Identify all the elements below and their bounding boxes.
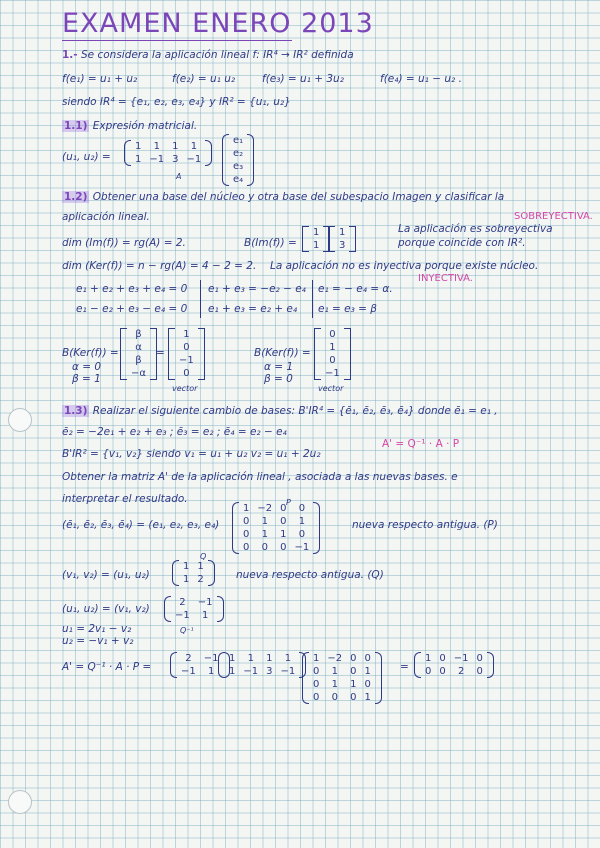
matrix-cell: 1 — [261, 516, 268, 527]
final-result — [414, 652, 494, 678]
matrix-cell: 1 — [197, 561, 204, 572]
matrix-cell: −1 — [243, 666, 259, 677]
matrix-cell: 0 — [331, 692, 338, 703]
s12-text2: aplicación lineal. — [62, 211, 150, 223]
u1-expression: u₁ = 2v₁ − v₂ — [62, 623, 132, 635]
matrix-cell: 1 — [243, 503, 250, 514]
vector-cell: 0 — [183, 368, 190, 379]
s12-text: Obtener una base del núcleo y otra base del subespacio Imagen y clasificar la — [92, 191, 505, 203]
vector-cell: e₄ — [233, 174, 244, 185]
matrix-cell: 1 — [135, 154, 142, 165]
q-note: nueva respecto antigua. (Q) — [236, 569, 384, 581]
system-divider — [312, 280, 316, 318]
matrix-cell: 0 — [425, 666, 432, 677]
matrix-cell: −1 — [280, 666, 296, 677]
ex1-bases: siendo IR⁴ = {e₁, e₂, e₃, e₄} y IR² = {u₁, u₂} — [62, 96, 291, 108]
s11-heading — [62, 119, 197, 133]
vector-cell: α — [135, 342, 142, 353]
p-note: nueva respecto antigua. (P) — [352, 519, 498, 531]
ker-cond-2: β = 1 — [72, 373, 101, 385]
system-divider — [200, 280, 204, 318]
system-eq-2: e₁ − e₂ + e₃ − e₄ = 0 — [76, 303, 188, 315]
matrix-cell: 0 — [298, 529, 306, 540]
matrix-cell: 0 — [350, 692, 357, 703]
dim-ker: dim (Ker(f)) = n − rg(A) = 4 − 2 = 2. — [62, 260, 257, 272]
q-label: Q — [200, 552, 207, 561]
matrix-cell: 1 — [172, 141, 179, 152]
q-inverse-matrix — [164, 596, 224, 622]
vector-cell: e₃ — [233, 161, 244, 172]
matrix-cell: 1 — [201, 610, 209, 621]
s11-matrix-a — [124, 140, 212, 166]
p-lhs: (ē₁, ē₂, ē₃, ē₄) = (e₁, e₂, e₃, e₄) — [62, 519, 220, 531]
matrix-cell: 0 — [243, 542, 250, 553]
b-im-lhs: B(Im(f)) = — [244, 237, 297, 249]
matrix-cell: 1 — [183, 561, 190, 572]
ex1-number: 1.- — [62, 49, 78, 61]
s11-text: Expresión matricial. — [92, 120, 198, 132]
p-matrix — [232, 502, 320, 554]
u2-expression: u₂ = −v₁ + v₂ — [62, 635, 134, 647]
punch-hole — [8, 408, 32, 432]
vector-cell: −α — [131, 368, 146, 379]
matrix-cell: 0 — [280, 542, 287, 553]
matrix-cell: −1 — [149, 154, 165, 165]
s13-heading — [62, 404, 498, 418]
qi-lhs: (u₁, u₂) = (v₁, v₂) — [62, 603, 150, 615]
ker-matrix-1 — [168, 328, 205, 380]
b-im-col-1 — [302, 226, 330, 252]
s11-vector-e — [222, 134, 254, 186]
ker2-under-label: vector — [318, 384, 344, 393]
qi-under-label: Q⁻¹ — [180, 626, 194, 635]
note-inyectiva: INYECTIVA. — [418, 273, 473, 284]
matrix-cell: 1 — [331, 666, 338, 677]
ker-cond-1: α = 0 — [72, 361, 102, 373]
ker-lhs: B(Ker(f)) = — [62, 347, 119, 359]
matrix-cell: 2 — [197, 574, 204, 585]
matrix-cell: −1 — [294, 542, 310, 553]
dim-im: dim (Im(f)) = rg(A) = 2. — [62, 237, 186, 249]
system-eq-2b: e₁ + e₃ = e₂ + e₄ — [208, 303, 298, 315]
s13-text2: ē₂ = −2e₁ + e₂ + e₃ ; ē₃ = e₂ ; ē₄ = e₂ − e₄ — [62, 426, 287, 438]
vector-cell: 1 — [183, 329, 190, 340]
ker2-cond-1: α = 1 — [264, 361, 294, 373]
s13-text3: B'IR² = {v₁, v₂} siendo v₁ = u₁ + u₂ v₂ = u₁ + 2u₂ — [62, 448, 321, 460]
matrix-cell: −1 — [175, 610, 190, 621]
vector-cell: 0 — [329, 329, 336, 340]
matrix-cell: 0 — [243, 516, 250, 527]
s13-text5: interpretar el resultado. — [62, 493, 188, 505]
matrix-cell: −1 — [453, 653, 469, 664]
final-p — [302, 652, 382, 704]
note-sobreyectiva-title: SOBREYECTIVA. — [514, 211, 593, 222]
ker2-cond-2: β = 0 — [264, 373, 293, 385]
ex1-text: Se considera la aplicación lineal f: IR⁴ → IR² definida — [81, 49, 354, 61]
vector-cell: 1 — [329, 342, 336, 353]
matrix-cell: 1 — [183, 574, 190, 585]
matrix-cell: −1 — [197, 597, 213, 608]
matrix-cell: 1 — [247, 653, 254, 664]
s11-label: 1.1) — [64, 120, 88, 132]
matrix-cell: 0 — [476, 653, 483, 664]
matrix-cell: 1 — [229, 666, 236, 677]
matrix-cell: 3 — [339, 240, 346, 251]
matrix-cell: 1 — [284, 653, 292, 664]
matrix-cell: 1 — [261, 529, 268, 540]
final-lhs: A' = Q⁻¹ · A · P = — [62, 661, 152, 673]
matrix-cell: 0 — [364, 653, 371, 664]
system-eq-1: e₁ + e₂ + e₃ + e₄ = 0 — [76, 283, 188, 295]
matrix-cell: 1 — [313, 653, 320, 664]
s11-lhs: (u₁, u₂) = — [62, 151, 111, 163]
change-of-basis-formula: A' = Q⁻¹ · A · P — [382, 438, 460, 450]
matrix-cell: 0 — [439, 666, 446, 677]
punch-hole — [8, 790, 32, 814]
note-sobreyectiva-2: porque coincide con IR². — [398, 237, 526, 249]
vector-cell: β — [135, 355, 142, 366]
matrix-cell: 3 — [266, 666, 273, 677]
equals-sign: = — [156, 347, 165, 359]
system-eq-1b: e₁ + e₃ = −e₂ − e₄ — [208, 283, 306, 295]
vector-cell: e₁ — [233, 135, 244, 146]
vector-cell: β — [135, 329, 142, 340]
matrix-cell: 0 — [280, 516, 287, 527]
matrix-cell: 1 — [313, 240, 320, 251]
ker-vector — [120, 328, 157, 380]
ker-note: La aplicación no es inyectiva porque existe núcleo. — [270, 260, 539, 272]
final-a — [218, 652, 306, 678]
vector-cell: 0 — [183, 342, 190, 353]
matrix-cell: 0 — [298, 503, 306, 514]
matrix-cell: 1 — [190, 141, 198, 152]
matrix-cell: 2 — [457, 666, 465, 677]
s13-text4: Obtener la matriz A' de la aplicación lineal , asociada a las nuevas bases. e — [62, 471, 458, 483]
matrix-cell: 1 — [280, 529, 287, 540]
s11-under-label: A — [176, 172, 182, 181]
q-matrix — [172, 560, 215, 586]
matrix-cell: 1 — [313, 227, 320, 238]
ex1-def-2: f(e₂) = u₁ u₂ — [172, 73, 236, 85]
p-label: P — [286, 498, 291, 507]
vector-cell: −1 — [325, 368, 340, 379]
b-im-col-2 — [328, 226, 356, 252]
matrix-cell: −2 — [257, 503, 273, 514]
page-title: EXAMEN ENERO 2013 — [62, 8, 374, 39]
vector-cell: 0 — [329, 355, 336, 366]
s12-heading — [62, 190, 504, 204]
matrix-cell: 0 — [476, 666, 483, 677]
matrix-cell: 0 — [261, 542, 268, 553]
matrix-cell: 0 — [350, 666, 357, 677]
s12-label: 1.2) — [64, 191, 88, 203]
matrix-cell: 0 — [313, 692, 320, 703]
ex1-def-3: f(e₃) = u₁ + 3u₂ — [262, 73, 344, 85]
matrix-cell: 1 — [229, 653, 236, 664]
matrix-cell: 1 — [298, 516, 306, 527]
matrix-cell: 0 — [313, 679, 320, 690]
matrix-cell: 0 — [313, 666, 320, 677]
matrix-cell: 1 — [339, 227, 346, 238]
final-equals: = — [400, 661, 409, 673]
matrix-cell: 0 — [439, 653, 446, 664]
note-sobreyectiva-1: La aplicación es sobreyectiva — [398, 223, 553, 235]
matrix-cell: −1 — [186, 154, 202, 165]
system-sol-2: e₁ = e₃ = β — [318, 303, 377, 315]
matrix-cell: 1 — [350, 679, 357, 690]
matrix-cell: 1 — [153, 141, 160, 152]
matrix-cell: 1 — [331, 679, 338, 690]
matrix-cell: 1 — [364, 692, 371, 703]
matrix-cell: 0 — [280, 503, 287, 514]
ker-under-label: vector — [172, 384, 198, 393]
matrix-cell: −1 — [181, 666, 196, 677]
vector-cell: −1 — [179, 355, 194, 366]
s13-text: Realizar el siguiente cambio de bases: B'IR⁴ = {ē₁, ē₂, ē₃, ē₄} donde ē₁ = e₁ , — [92, 405, 498, 417]
matrix-cell: 1 — [266, 653, 273, 664]
ex1-def-4: f(e₄) = u₁ − u₂ . — [380, 73, 462, 85]
matrix-cell: 1 — [425, 653, 432, 664]
ker-matrix-2 — [314, 328, 351, 380]
q-lhs: (v₁, v₂) = (u₁, u₂) — [62, 569, 150, 581]
matrix-cell: 1 — [364, 666, 371, 677]
matrix-cell: 1 — [207, 666, 215, 677]
ex1-statement — [62, 48, 354, 62]
matrix-cell: 0 — [243, 529, 250, 540]
matrix-cell: 3 — [172, 154, 179, 165]
matrix-cell: 2 — [185, 653, 192, 664]
matrix-cell: 0 — [350, 653, 357, 664]
vector-cell: e₂ — [233, 148, 244, 159]
matrix-cell: 0 — [364, 679, 371, 690]
system-sol-1: e₁ = − e₄ = α. — [318, 283, 393, 295]
matrix-cell: 1 — [135, 141, 142, 152]
s13-label: 1.3) — [64, 405, 88, 417]
ex1-def-1: f(e₁) = u₁ + u₂ — [62, 73, 138, 85]
matrix-cell: −1 — [203, 653, 219, 664]
ker2-lhs: B(Ker(f)) = — [254, 347, 311, 359]
matrix-cell: −2 — [327, 653, 343, 664]
matrix-cell: 2 — [179, 597, 186, 608]
title-underline — [62, 40, 292, 41]
